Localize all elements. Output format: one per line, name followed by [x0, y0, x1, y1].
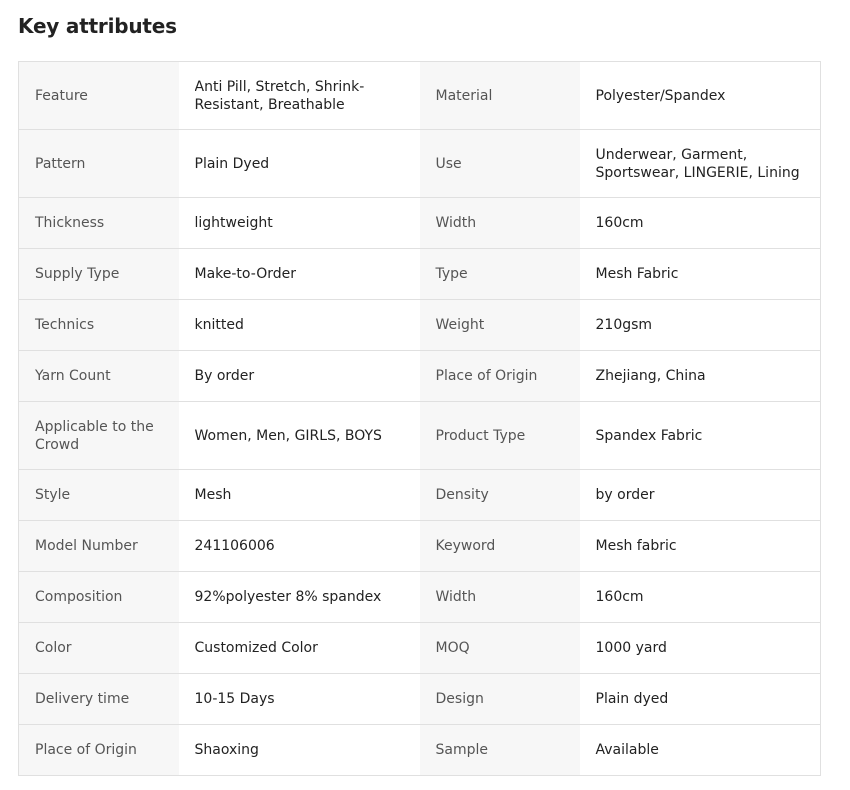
attribute-label: MOQ	[420, 623, 580, 674]
attribute-value-text: Anti Pill, Stretch, Shrink-Resistant, Breathable	[194, 78, 365, 113]
section-title: Key attributes	[18, 14, 177, 38]
attributes-table	[18, 61, 821, 776]
attribute-value: Available	[580, 725, 821, 776]
attribute-value: Mesh fabric	[580, 521, 821, 572]
attribute-label: Width	[420, 198, 580, 249]
attribute-value: by order	[580, 470, 821, 521]
attribute-label: Pattern	[19, 130, 179, 198]
table-row	[19, 725, 821, 776]
attribute-value-text: Plain Dyed	[194, 155, 270, 172]
attribute-value: Shaoxing	[179, 725, 420, 776]
attribute-value: Mesh Fabric	[580, 249, 821, 300]
attribute-value: Plain dyed	[580, 674, 821, 725]
attribute-value: 160cm	[580, 198, 821, 249]
attribute-value: knitted	[179, 300, 420, 351]
attribute-label: Style	[19, 470, 179, 521]
attribute-value: 10-15 Days	[179, 674, 420, 725]
attribute-label: Composition	[19, 572, 179, 623]
table-row	[19, 402, 821, 470]
table-row	[19, 674, 821, 725]
attribute-value	[179, 62, 420, 130]
attribute-value: Women, Men, GIRLS, BOYS	[179, 402, 420, 470]
attribute-label: Place of Origin	[19, 725, 179, 776]
attribute-label: Use	[420, 130, 580, 198]
table-row	[19, 351, 821, 402]
attribute-label: Design	[420, 674, 580, 725]
table-row	[19, 249, 821, 300]
attribute-label: Delivery time	[19, 674, 179, 725]
attribute-value: Mesh	[179, 470, 420, 521]
attribute-label: Model Number	[19, 521, 179, 572]
attribute-value: 160cm	[580, 572, 821, 623]
attribute-value	[179, 130, 420, 198]
attribute-label: Sample	[420, 725, 580, 776]
attribute-label: Color	[19, 623, 179, 674]
table-row	[19, 198, 821, 249]
attribute-value: lightweight	[179, 198, 420, 249]
attribute-value-text: Polyester/Spandex	[595, 87, 726, 104]
table-row	[19, 130, 821, 198]
attribute-label: Supply Type	[19, 249, 179, 300]
attribute-label: Feature	[19, 62, 179, 130]
attribute-label: Yarn Count	[19, 351, 179, 402]
attribute-label: Product Type	[420, 402, 580, 470]
attribute-label: Density	[420, 470, 580, 521]
table-row	[19, 470, 821, 521]
attribute-label: Applicable to the Crowd	[19, 402, 179, 470]
attribute-value-text: Underwear, Garment, Sportswear, LINGERIE, Lining	[595, 146, 800, 181]
attribute-value: Zhejiang, China	[580, 351, 821, 402]
attribute-value: Make-to-Order	[179, 249, 420, 300]
table-row	[19, 572, 821, 623]
attribute-label: Place of Origin	[420, 351, 580, 402]
attribute-label: Weight	[420, 300, 580, 351]
table-row	[19, 521, 821, 572]
attribute-value: Customized Color	[179, 623, 420, 674]
attribute-label: Width	[420, 572, 580, 623]
attribute-label: Material	[420, 62, 580, 130]
attribute-value: 210gsm	[580, 300, 821, 351]
table-row	[19, 623, 821, 674]
attribute-label: Technics	[19, 300, 179, 351]
attribute-value	[580, 130, 821, 198]
attribute-value: 241106006	[179, 521, 420, 572]
attribute-value	[580, 62, 821, 130]
table-row	[19, 62, 821, 130]
attribute-label: Keyword	[420, 521, 580, 572]
attribute-value: 1000 yard	[580, 623, 821, 674]
attribute-value: By order	[179, 351, 420, 402]
attribute-label: Type	[420, 249, 580, 300]
attribute-value: 92%polyester 8% spandex	[179, 572, 420, 623]
attribute-label: Thickness	[19, 198, 179, 249]
table-row	[19, 300, 821, 351]
attribute-value: Spandex Fabric	[580, 402, 821, 470]
